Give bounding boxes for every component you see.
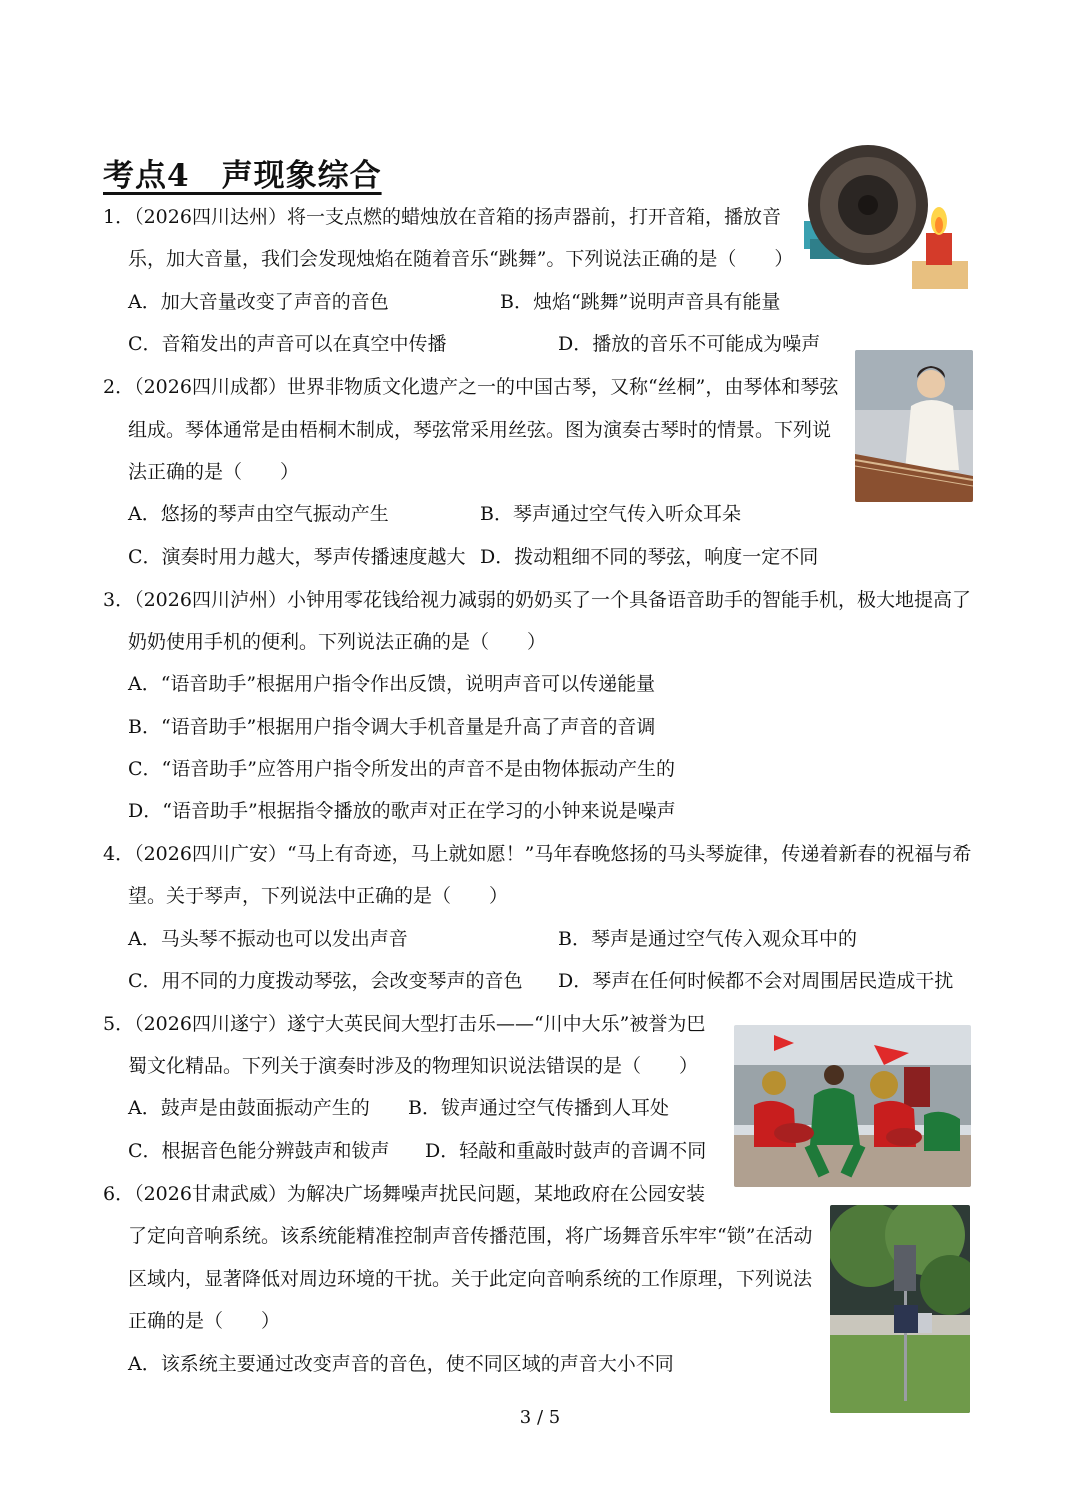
question-6-line-3: 区域内，显著降低对周边环境的干扰。关于此定向音响系统的工作原理，下列说法 [128, 1268, 813, 1290]
question-3-number: 3． [103, 589, 135, 611]
page-number: 3 / 5 [519, 1407, 561, 1428]
question-3-option-b[interactable]: B．“语音助手”根据用户指令调大手机音量是升高了声音的音调 [128, 716, 656, 738]
question-6-line-1: 6．（2026甘肃武威）为解决广场舞噪声扰民问题，某地政府在公园安装 [103, 1183, 705, 1205]
speaker-candle-image [800, 143, 972, 293]
question-4-line-2: 望。关于琴声，下列说法中正确的是（ ） [128, 885, 509, 907]
question-2-option-b[interactable]: B．琴声通过空气传入听众耳朵 [480, 503, 741, 525]
question-4-option-d[interactable]: D．琴声在任何时候都不会对周围居民造成干扰 [558, 970, 954, 992]
question-3-option-c[interactable]: C．“语音助手”应答用户指令所发出的声音不是由物体振动产生的 [128, 758, 675, 780]
question-3-line-2: 奶奶使用手机的便利。下列说法正确的是（ ） [128, 631, 547, 653]
question-4-line-1: 4．（2026四川广安）“马上有奇迹，马上就如愿！”马年春晚悠扬的马头琴旋律，传递着新春的祝福与希 [103, 843, 972, 865]
question-5-line-2: 蜀文化精品。下列关于演奏时涉及的物理知识说法错误的是（ ） [128, 1055, 699, 1077]
question-1-line-2: 乐，加大音量，我们会发现烛焰在随着音乐“跳舞”。下列说法正确的是（ ） [128, 248, 794, 270]
question-5-option-a[interactable]: A．鼓声是由鼓面振动产生的 [128, 1097, 370, 1119]
question-1-line-1: 1．（2026四川达州）将一支点燃的蜡烛放在音箱的扬声器前，打开音箱，播放音 [103, 206, 781, 228]
question-4-option-c[interactable]: C．用不同的力度拨动琴弦，会改变琴声的音色 [128, 970, 523, 992]
question-5-option-c[interactable]: C．根据音色能分辨鼓声和钹声 [128, 1140, 390, 1162]
drum-performance-image [734, 1025, 971, 1187]
question-2-option-d[interactable]: D．拨动粗细不同的琴弦，响度一定不同 [480, 546, 819, 568]
question-2-number: 2． [103, 376, 135, 398]
park-speaker-image [830, 1205, 970, 1413]
question-2-line-2: 组成。琴体通常是由梧桐木制成，琴弦常采用丝弦。图为演奏古琴时的情景。下列说 [128, 419, 832, 441]
question-2-line-1: 2．（2026四川成都）世界非物质文化遗产之一的中国古琴，又称“丝桐”，由琴体和琴弦 [103, 376, 839, 398]
question-1-option-a[interactable]: A．加大音量改变了声音的音色 [128, 291, 389, 313]
question-6-number: 6． [103, 1183, 135, 1205]
question-1-number: 1． [103, 206, 135, 228]
question-2-option-c[interactable]: C．演奏时用力越大，琴声传播速度越大 [128, 546, 466, 568]
question-6-line-2: 了定向音响系统。该系统能精准控制声音传播范围，将广场舞音乐牢牢“锁”在活动 [128, 1225, 813, 1247]
question-5-line-1: 5．（2026四川遂宁）遂宁大英民间大型打击乐——“川中大乐”被誉为巴 [103, 1013, 706, 1035]
question-4-option-b[interactable]: B．琴声是通过空气传入观众耳中的 [558, 928, 857, 950]
question-1-option-d[interactable]: D．播放的音乐不可能成为噪声 [558, 333, 821, 355]
question-3-option-a[interactable]: A．“语音助手”根据用户指令作出反馈，说明声音可以传递能量 [128, 673, 656, 695]
question-5-option-b[interactable]: B．钹声通过空气传播到人耳处 [408, 1097, 669, 1119]
section-title: 考点4 声现象综合 [103, 158, 382, 194]
question-1-option-b[interactable]: B．烛焰“跳舞”说明声音具有能量 [500, 291, 781, 313]
question-1-option-c[interactable]: C．音箱发出的声音可以在真空中传播 [128, 333, 447, 355]
guqin-player-image [855, 350, 973, 502]
question-3-line-1: 3．（2026四川泸州）小钟用零花钱给视力减弱的奶奶买了一个具备语音助手的智能手机，极大地提高了 [103, 589, 971, 611]
question-3-option-d[interactable]: D．“语音助手”根据指令播放的歌声对正在学习的小钟来说是噪声 [128, 800, 676, 822]
question-6-line-4: 正确的是（ ） [128, 1310, 281, 1332]
question-2-option-a[interactable]: A．悠扬的琴声由空气振动产生 [128, 503, 389, 525]
question-6-option-a[interactable]: A．该系统主要通过改变声音的音色，使不同区域的声音大小不同 [128, 1353, 674, 1375]
question-2-line-3: 法正确的是（ ） [128, 461, 300, 483]
question-5-option-d[interactable]: D．轻敲和重敲时鼓声的音调不同 [425, 1140, 707, 1162]
question-5-number: 5． [103, 1013, 135, 1035]
question-4-option-a[interactable]: A．马头琴不振动也可以发出声音 [128, 928, 408, 950]
question-4-number: 4． [103, 843, 135, 865]
